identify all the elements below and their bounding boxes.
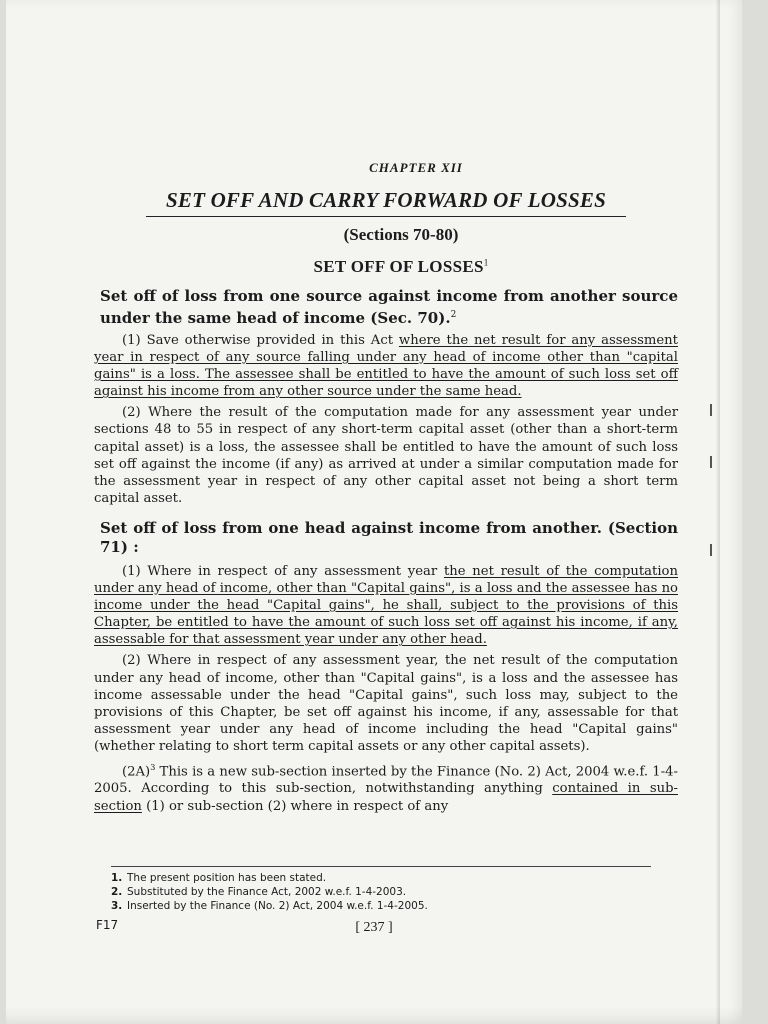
sec71-para-2a-tail: (1) or sub-section (2) where in respect of any (141, 798, 449, 814)
sec71-para-1-underlined: the net result of the computation under any head of income, other than "Capital gains", is a loss and the assessee has no income under the head "Capital gains", he shall, subject to the provisions of this Chapter, be entitled to have the amount of such loss set off against his income, if any, assessable for that assessment year under any other head. (94, 563, 678, 648)
page-bottom-shadow (6, 1006, 742, 1024)
footnote (111, 871, 651, 885)
sec71-para-2-text: (2) Where in respect of any assessment year, the net result of the computation under any head of income, other than "Capital gains", is a loss and the assessee has income assessable under the head "Capital gains", such loss may, subject to the provisions of this Chapter, be set off against his income, if any, assessable for that assessment year under any head of income including the head "Capital gains" (whether relating to short term capital assets or any other capital assets). (94, 653, 678, 754)
footnotes (111, 866, 651, 913)
footnote-number: 1. (111, 872, 123, 884)
sec70-para-2-text: (2) Where the result of the computation made for any assessment year under sections 48 to 55 in respect of any short-term capital asset (other than a short-term capital asset) is a loss, the assessee shall be entitled to have the amount of such loss set off against the income (if any) as arrived at under a similar computation made for the assessment year in respect of any other capital asset not being a short term capital asset. (94, 405, 678, 506)
sec70-para-1 (94, 332, 678, 400)
sec70-para-2 (94, 404, 678, 507)
page-content (94, 160, 678, 815)
sec71-para-2a-text: This is a new sub-section inserted by the Finance (No. 2) Act, 2004 w.e.f. 1-4-2005. According to this sub-section, notwithstanding anything (94, 764, 678, 797)
sec71-heading: Set off of loss from one head against income from another. (Section 71) : (100, 518, 678, 556)
footnote-ref-3: 3 (150, 762, 156, 772)
book-page (6, 0, 742, 1024)
footnote-number: 3. (111, 900, 123, 912)
footnote (111, 885, 651, 899)
sec71-para-1 (94, 563, 678, 648)
signature-mark: F17 (96, 918, 119, 932)
margin-mark (710, 404, 712, 416)
sec70-heading-text: Set off of loss from one source against income from another source under the same head of income (Sec. 70). (100, 287, 678, 327)
sec71-para-1-prefix: (1) Where in respect of any assessment year (122, 563, 444, 579)
sec70-para-1-prefix: (1) Save otherwise provided in this Act (122, 333, 399, 348)
footnote (111, 899, 651, 913)
margin-mark (710, 456, 712, 468)
footnote-text: The present position has been stated. (127, 872, 327, 884)
footnote-number: 2. (111, 886, 123, 898)
footnote-ref-1: 1 (483, 257, 489, 268)
sec70-heading (100, 287, 678, 328)
sec71-para-2a (94, 759, 678, 815)
section-heading-text: SET OFF OF LOSSES (313, 257, 484, 276)
sec71-para-2 (94, 652, 678, 755)
sec70-para-1-underlined: where the net result for any assessment year in respect of any source falling under any head of income other than "capital gains" is a loss. The assessee shall be entitled to have the amount of such loss set off against his income from any other source under the same head. (94, 333, 678, 400)
chapter-title: SET OFF AND CARRY FORWARD OF LOSSES (146, 188, 626, 217)
footnote-ref-2: 2 (450, 310, 457, 320)
sec71-para-2a-label: (2A) (122, 764, 151, 780)
section-heading (124, 257, 678, 277)
sec71-para-2a-underlined: contained in sub-section (94, 781, 678, 814)
chapter-label: CHAPTER XII (369, 160, 463, 175)
footnote-text: Substituted by the Finance Act, 2002 w.e.f. 1-4-2003. (127, 886, 407, 898)
margin-mark (710, 544, 712, 556)
page-edge-shadow (716, 0, 720, 1024)
sections-range: (Sections 70-80) (343, 225, 459, 244)
page-number: [ 237 ] (355, 920, 393, 935)
footnote-text: Inserted by the Finance (No. 2) Act, 2004 w.e.f. 1-4-2005. (127, 900, 428, 912)
